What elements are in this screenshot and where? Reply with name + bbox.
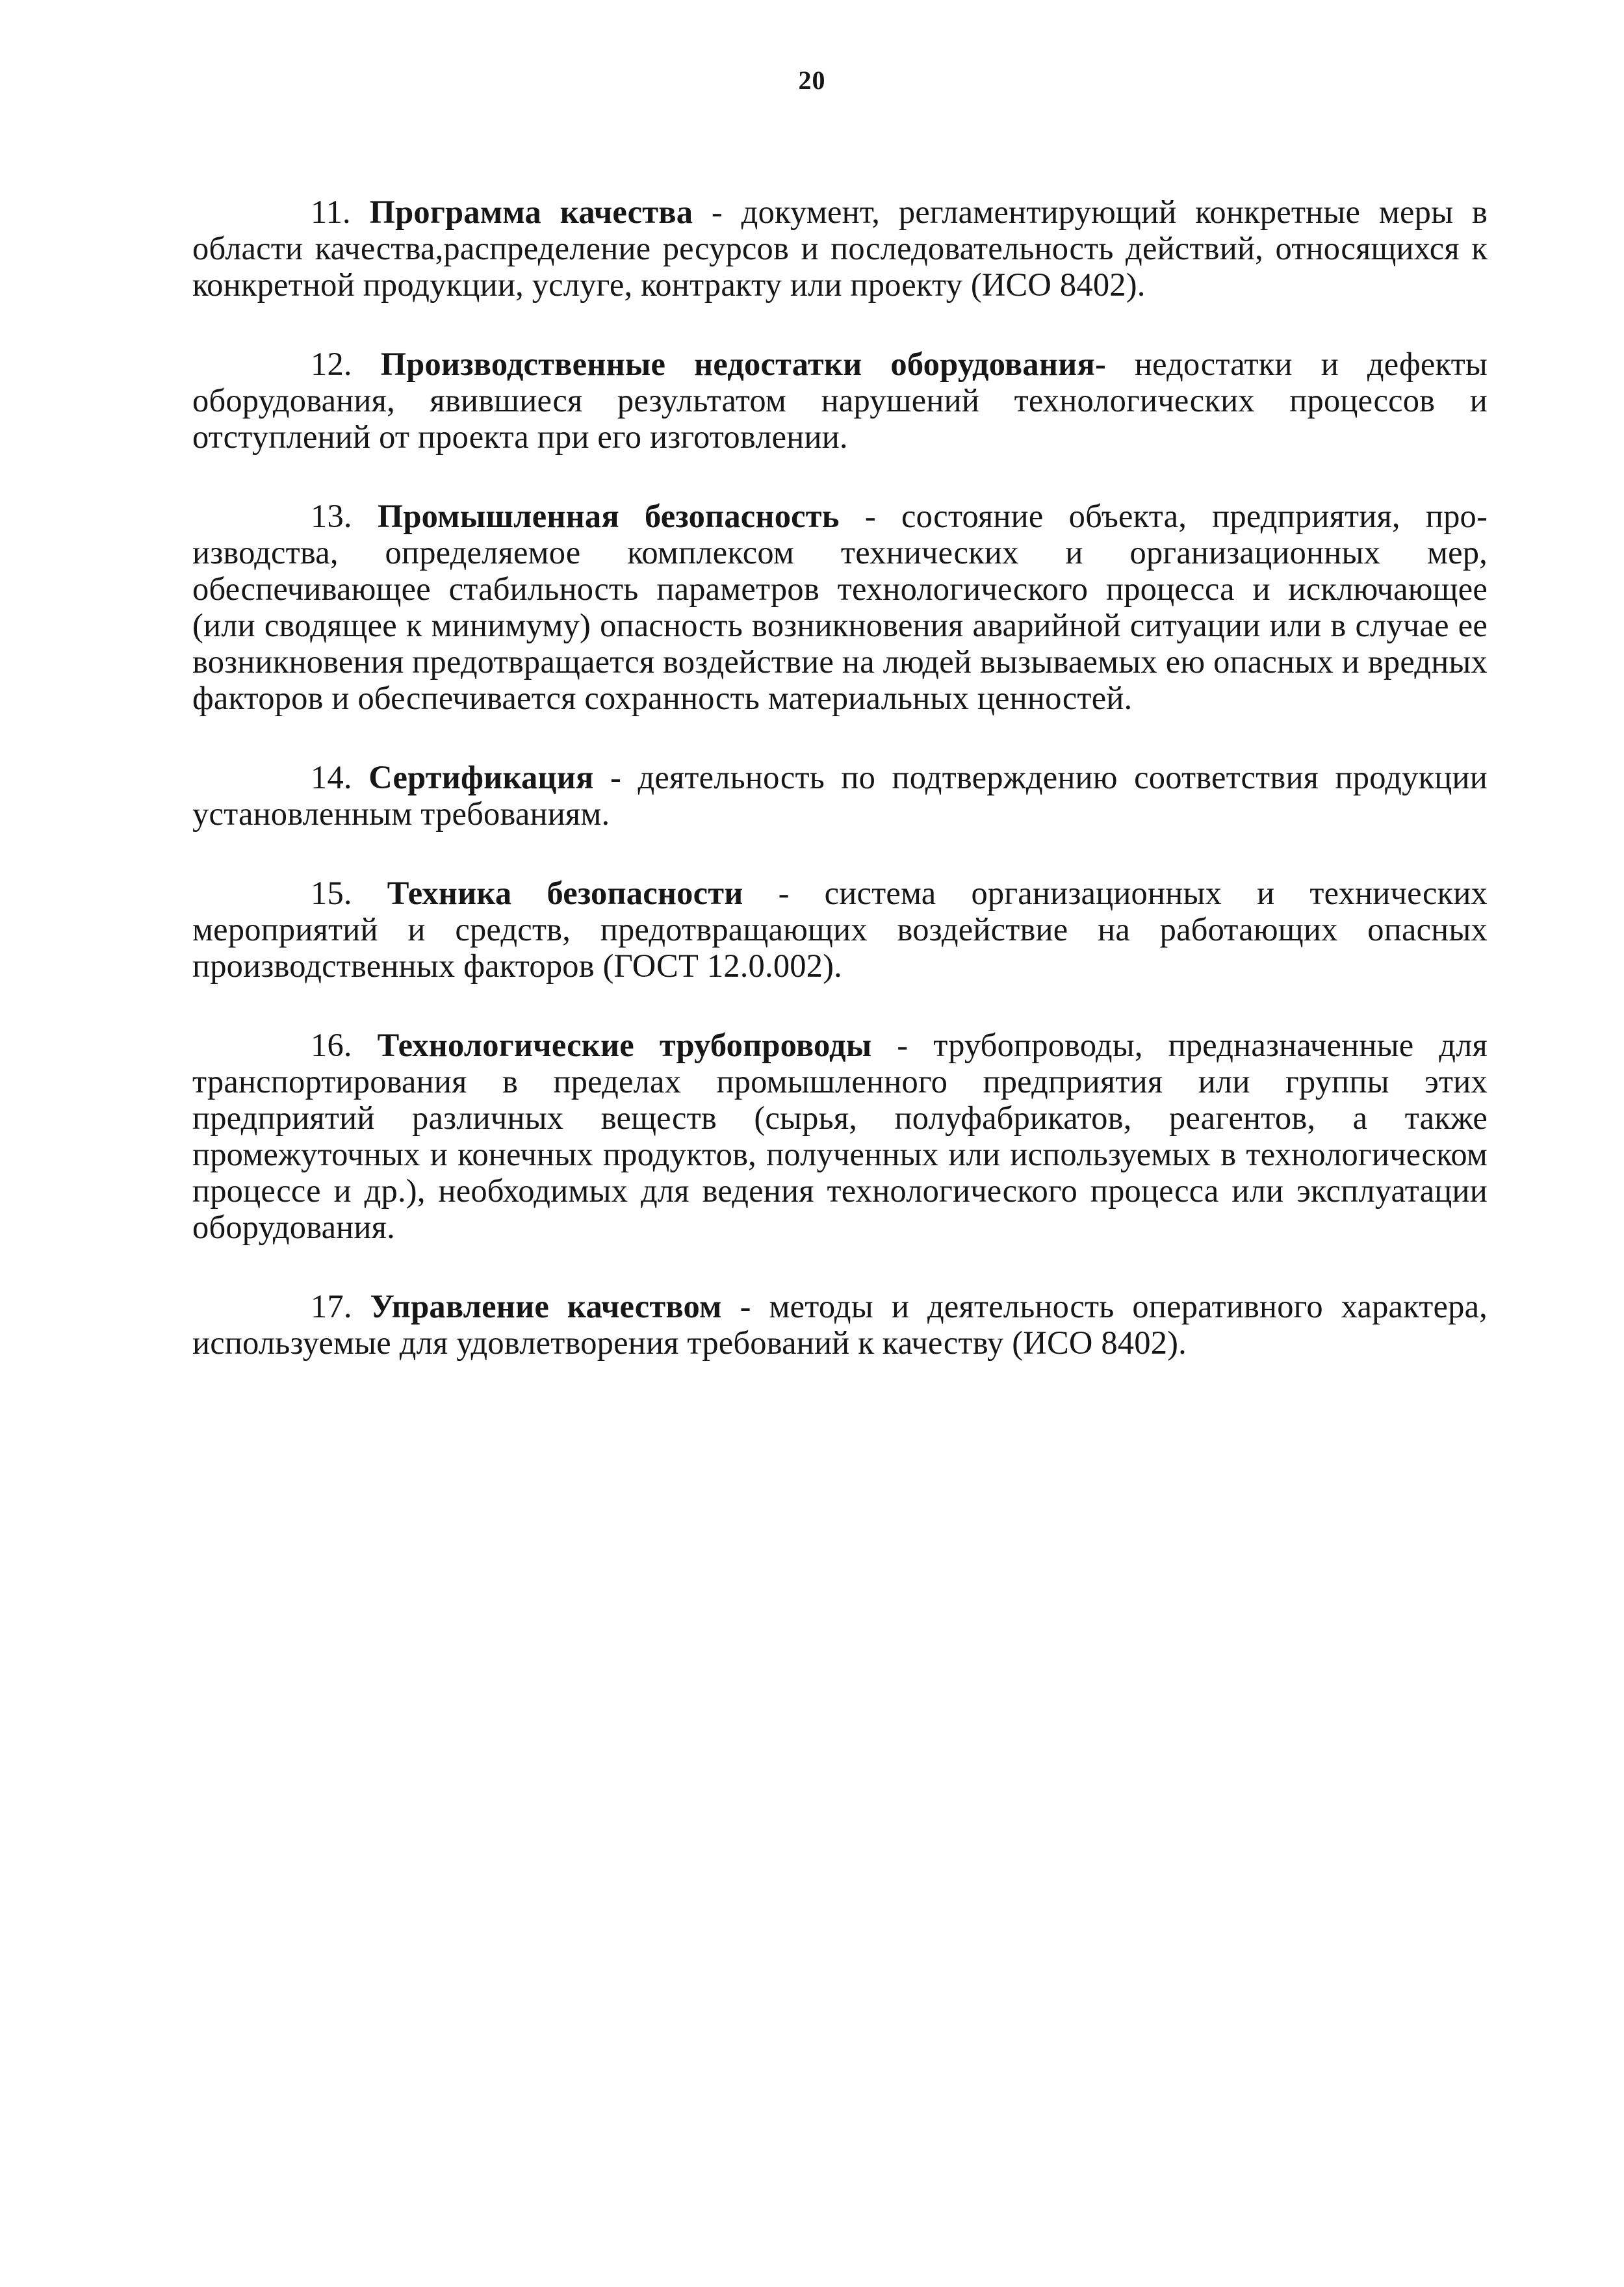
definition-term: Управление качеством <box>370 1288 722 1324</box>
definition-17 <box>192 1288 1488 1361</box>
definition-number: 13. <box>311 498 352 534</box>
definition-text: - документ, регламентирующий конкретные меры в области качества,распределение ресурсов и последовательность действий, относящихся к конкретной продукции, услуге, контракту или проекту (ИСО 8402). <box>192 194 1488 303</box>
definition-number: 11. <box>311 194 351 230</box>
definition-text: - система организационных и технических мероприятий и средств, предотвращающих воздействие на работающих опасных производственных факторов (ГОСТ 12.0.002). <box>192 875 1488 984</box>
definition-text: - деятельность по подтверждению соответствия продукции установленным требованиям. <box>192 759 1488 832</box>
definition-number: 16. <box>311 1027 352 1063</box>
definition-text: - методы и деятельность оперативного характера, используемые для удовлетворения требований к качеству (ИСО 8402). <box>192 1288 1488 1361</box>
definition-number: 15. <box>311 875 352 911</box>
definition-number: 12. <box>311 346 352 382</box>
definition-term: Промышленная безопасность <box>377 498 840 534</box>
definition-term: Сертификация <box>368 759 594 795</box>
definition-text: - трубопроводы, предназначенные для транспортирования в пределах промышленного предприятия или группы этих предприятий различных веществ (сырья, полуфабрикатов, реагентов, а также промежуточных и конечных продуктов, полученных или используемых в технологическом процессе и др.), необходимых для ведения технологического процесса или эксплуатации оборудования. <box>192 1027 1488 1245</box>
definition-13 <box>192 498 1488 716</box>
definition-term: Производственные недостатки оборудования- <box>380 346 1106 382</box>
definition-text: недостатки и дефекты оборудования, явившиеся результатом нарушений технологических процессов и отступлений от проекта при его изготовлении. <box>192 346 1488 455</box>
definition-15 <box>192 875 1488 984</box>
definition-16 <box>192 1027 1488 1245</box>
definition-number: 17. <box>311 1288 352 1324</box>
definition-term: Программа качества <box>369 194 693 230</box>
definition-14 <box>192 759 1488 832</box>
definitions-list <box>192 194 1488 1361</box>
definition-number: 14. <box>311 759 352 795</box>
definition-text: - состояние объекта, предприятия, про-изводства, определяемое комплексом технических и организационных мер, обеспечивающее стабильность параметров технологического процесса и исключающее (или сводящее к минимуму) опасность возникновения аварийной ситуации или в случае ее возникновения предотвращается воздействие на людей вызываемых ею опасных и вредных факторов и обеспечивается сохранность материальных ценностей. <box>192 498 1488 716</box>
definition-term: Техника безопасности <box>387 875 743 911</box>
definition-term: Технологические трубопроводы <box>377 1027 872 1063</box>
definition-11 <box>192 194 1488 303</box>
page-number: 20 <box>798 66 826 95</box>
definition-12 <box>192 346 1488 455</box>
